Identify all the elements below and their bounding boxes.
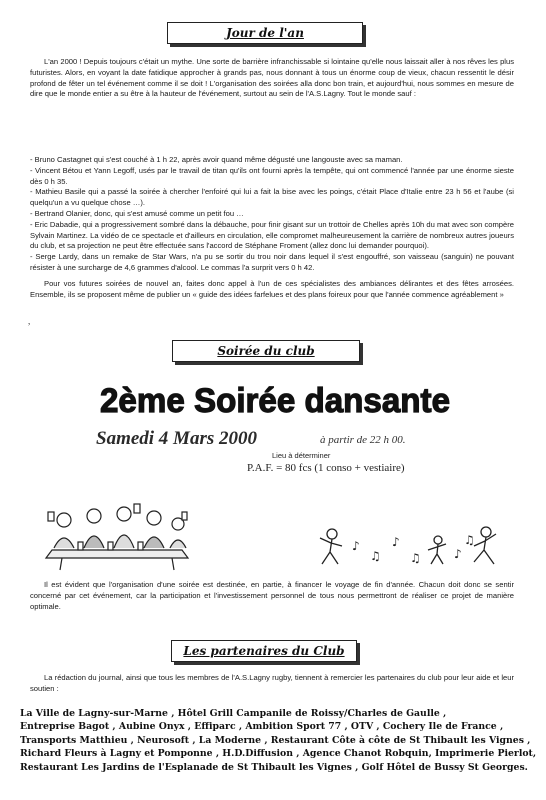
svg-text:♪: ♪ <box>392 535 400 549</box>
partners-line: Entreprise Bagot , Aubine Onyx , Effiparc , Ambition Sport 77 , OTV , Cochery Ile de France , <box>20 721 504 733</box>
list-item: - Serge Lardy, dans un remake de Star Wars, n'a pu se sortir du trou noir dans lequel il s'est engouffré, son vaisseau (sanguin) ne pouvant résister à une surcharge de 4,6 grammes d'alcool. Le commas l'a surprit vers 0 h 42. <box>30 252 514 272</box>
event-fee: P.A.F. = 80 fcs (1 conso + vestiaire) <box>247 462 405 474</box>
partners-line: Restaurant Les Jardins de l'Esplanade de St Thibault les Vignes , Golf Hôtel de Bussy St Georges. <box>20 761 528 773</box>
section-title-jour-de-lan: Jour de l'an <box>167 22 363 44</box>
party-people-illustration <box>42 500 192 572</box>
thanks-paragraph: La rédaction du journal, ainsi que tous les membres de l'A.S.Lagny rugby, tiennent à remercier les partenaires du club pour leur aide et leur soutien : <box>30 673 514 693</box>
svg-text:♪: ♪ <box>352 539 360 553</box>
dancing-figures-illustration <box>318 520 506 570</box>
partners-line: Richard Fleurs à Lagny et Pomponne , H.D.Diffusion , Agence Chanot Robquin, Imprimerie Pierlot, <box>20 748 537 760</box>
event-time: à partir de 22 h 00. <box>320 434 406 446</box>
event-banner <box>95 378 455 422</box>
event-date: Samedi 4 Mars 2000 <box>96 428 257 449</box>
event-place: Lieu à déterminer <box>272 451 331 460</box>
banner-text: 2ème Soirée dansante <box>100 382 450 420</box>
list-item: - Bruno Castagnet qui s'est couché à 1 h 22, après avoir quand même dégusté une langouste avec sa maman. <box>30 155 403 164</box>
entries-list <box>30 155 514 274</box>
section-title-partenaires: Les partenaires du Club <box>171 640 357 662</box>
list-item: - Bertrand Olanier, donc, qui s'est amusé comme un petit fou … <box>30 208 244 218</box>
club-note-paragraph: Il est évident que l'organisation d'une soirée est destinée, en partie, à financer le voyage de fin d'année. Chacun doit donc se sentir concerné par cet événement, car la participation et l'investissement personnel de tous nous permettront de réaliser ce projet de manière optimale. <box>30 580 514 611</box>
svg-text:♫: ♫ <box>464 533 475 547</box>
stray-mark: , <box>28 316 31 326</box>
section-title-soiree-du-club: Soirée du club <box>172 340 360 362</box>
partners-list <box>20 707 537 774</box>
list-item: - Eric Dabadie, qui a progressivement sombré dans la débauche, pour finir gisant sur un trottoir de Chelles après 10h du mat avec son compère Sylvain Martinez. La vidéo de ce spectacle et d'ailleurs en circulation, elle compromet malheureusement la carrière de nombreux autres joueurs du club, et sa projection ne peut être effectuée sans l'accord de Stéphane Froment (allez donc lui demander pourquoi). <box>30 219 514 251</box>
svg-text:♫: ♫ <box>370 549 381 563</box>
intro-paragraph: L'an 2000 ! Depuis toujours c'était un mythe. Une sorte de barrière infranchissable si lointaine qu'elle nous laissait aller à nos rêves les plus futuristes. Alors, en voyant la date fatidique approcher à grands pas, nous donnant à tous un énorme coup de vieux, chacun ressentit le désir profond de fêter un tel événement comme il se doit ! L'organisation des soirées alla donc bon train, et aujourd'hui, nous sommes en mesure de dire que le monde entier a su être à la hauteur de l'événement, surtout au sein de l'A.S.Lagny. Tout le monde sauf : <box>30 57 514 99</box>
svg-text:♪: ♪ <box>454 547 462 561</box>
partners-line: Transports Matthieu , Neurosoft , La Moderne , Restaurant Côte à côte de St Thibault les Vignes , <box>20 734 531 746</box>
closing-paragraph: Pour vos futures soirées de nouvel an, faites donc appel à l'un de ces spécialistes des ambiances délirantes et des fêtes arrosées. Ensemble, ils se proposent même de publier un « guide des idées farfelues et des plans foireux pour que l'année commence agréablement » <box>30 279 514 299</box>
partners-line: La Ville de Lagny-sur-Marne , Hôtel Grill Campanile de Roissy/Charles de Gaulle , <box>20 708 447 719</box>
list-item: - Vincent Bétou et Yann Legoff, usés par le travail de titan qu'ils ont fourni après la tempête, qui ont commencé l'année par une énorme sieste dès 0 h 35. <box>30 165 514 186</box>
list-item: - Mathieu Basile qui a passé la soirée à chercher l'enfoiré qui lui a fait la bise avec les poings, c'était Place d'Italie entre 23 h 56 et l'aube (si quelqu'un a vu quelque chose …). <box>30 187 514 208</box>
svg-text:♫: ♫ <box>410 551 421 565</box>
